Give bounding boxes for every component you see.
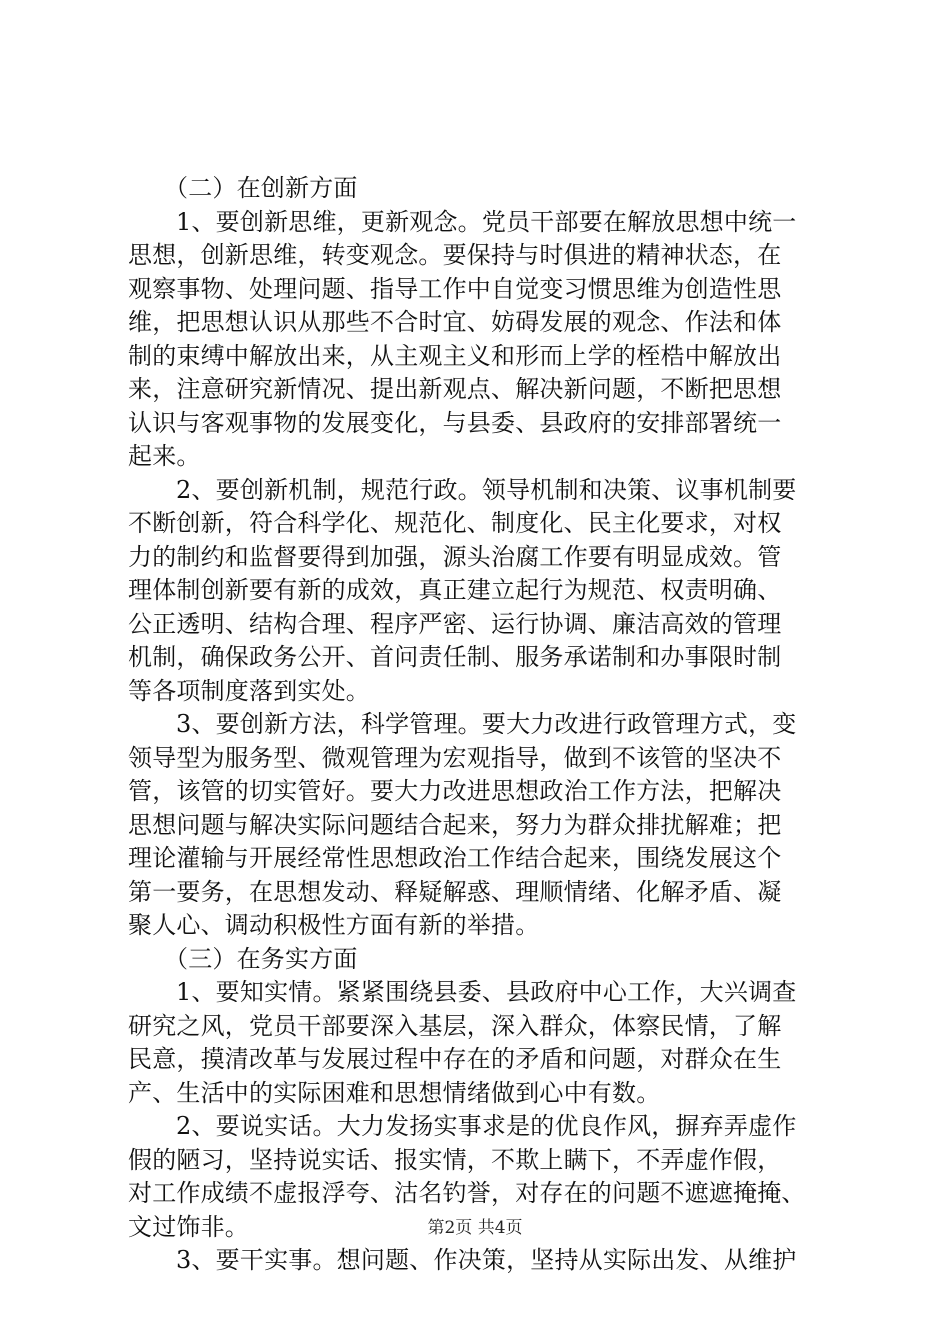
paragraph-line: 2、要创新机制，规范行政。领导机制和决策、议事机制要 — [176, 475, 797, 504]
paragraph-line: 研究之风，党员干部要深入基层，深入群众，体察民情，了解 — [128, 1011, 782, 1040]
paragraph — [128, 1244, 832, 1278]
paragraph-line: 观察事物、处理问题、指导工作中自觉变习惯思维为创造性思 — [128, 274, 782, 303]
document-body — [128, 172, 832, 1278]
section-heading: （三）在务实方面 — [164, 944, 358, 973]
section-innovation — [128, 172, 832, 943]
paragraph-line: 第一要务，在思想发动、释疑解惑、理顺情绪、化解矛盾、凝 — [128, 877, 782, 906]
paragraph-line: 假的陋习，坚持说实话、报实情，不欺上瞒下，不弄虚作假， — [128, 1145, 782, 1174]
paragraph-line: 维，把思想认识从那些不合时宜、妨碍发展的观念、作法和体 — [128, 308, 782, 336]
paragraph-line: 1、要创新思维，更新观念。党员干部要在解放思想中统一 — [176, 207, 797, 236]
paragraph-line: 3、要创新方法，科学管理。要大力改进行政管理方式，变 — [176, 710, 797, 738]
paragraph-line: 领导型为服务型、微观管理为宏观指导，做到不该管的坚决不 — [128, 743, 782, 772]
paragraph-line: 起来。 — [128, 442, 201, 470]
paragraph — [128, 976, 832, 1110]
paragraph-line: 对工作成绩不虚报浮夸、沽名钓誉，对存在的问题不遮遮掩掩、 — [128, 1179, 806, 1207]
paragraph — [128, 206, 832, 474]
paragraph-line: 民意，摸清改革与发展过程中存在的矛盾和问题，对群众在生 — [128, 1045, 782, 1073]
paragraph-line: 聚人心、调动积极性方面有新的举措。 — [128, 911, 540, 939]
paragraph-line: 管，该管的切实管好。要大力改进思想政治工作方法，把解决 — [128, 777, 782, 805]
paragraph-line: 来，注意研究新情况、提出新观点、解决新问题，不断把思想 — [128, 375, 782, 403]
paragraph-line: 理论灌输与开展经常性思想政治工作结合起来，围绕发展这个 — [128, 844, 782, 872]
paragraph-line: 制的束缚中解放出来，从主观主义和形而上学的桎梏中解放出 — [128, 341, 782, 370]
paragraph-line: 1、要知实情。紧紧围绕县委、县政府中心工作，大兴调查 — [176, 978, 797, 1006]
paragraph-line: 文过饰非。 — [128, 1212, 249, 1241]
section-heading: （二）在创新方面 — [164, 174, 358, 202]
paragraph-line: 认识与客观事物的发展变化，与县委、县政府的安排部署统一 — [128, 408, 782, 437]
paragraph-line: 不断创新，符合科学化、规范化、制度化、民主化要求，对权 — [128, 509, 782, 537]
paragraph-line: 公正透明、结构合理、程序严密、运行协调、廉洁高效的管理 — [128, 609, 782, 638]
paragraph-line: 产、生活中的实际困难和思想情绪做到心中有数。 — [128, 1078, 661, 1107]
paragraph-line: 等各项制度落到实处。 — [128, 676, 370, 705]
page-number-footer: 第2页 共4页 — [427, 1218, 523, 1238]
paragraph — [128, 708, 832, 943]
paragraph-line: 力的制约和监督要得到加强，源头治腐工作要有明显成效。管 — [128, 542, 782, 571]
paragraph-line: 思想，创新思维，转变观念。要保持与时俱进的精神状态，在 — [128, 241, 782, 269]
paragraph-line: 3、要干实事。想问题、作决策，坚持从实际出发、从维护 — [176, 1246, 797, 1274]
paragraph-line: 理体制创新要有新的成效，真正建立起行为规范、权责明确、 — [128, 576, 782, 604]
paragraph — [128, 474, 832, 709]
paragraph-line: 2、要说实话。大力发扬实事求是的优良作风，摒弃弄虚作 — [176, 1112, 797, 1140]
paragraph-line: 思想问题与解决实际问题结合起来，努力为群众排扰解难；把 — [128, 810, 782, 839]
paragraph-line: 机制，确保政务公开、首问责任制、服务承诺制和办事限时制 — [128, 643, 782, 671]
